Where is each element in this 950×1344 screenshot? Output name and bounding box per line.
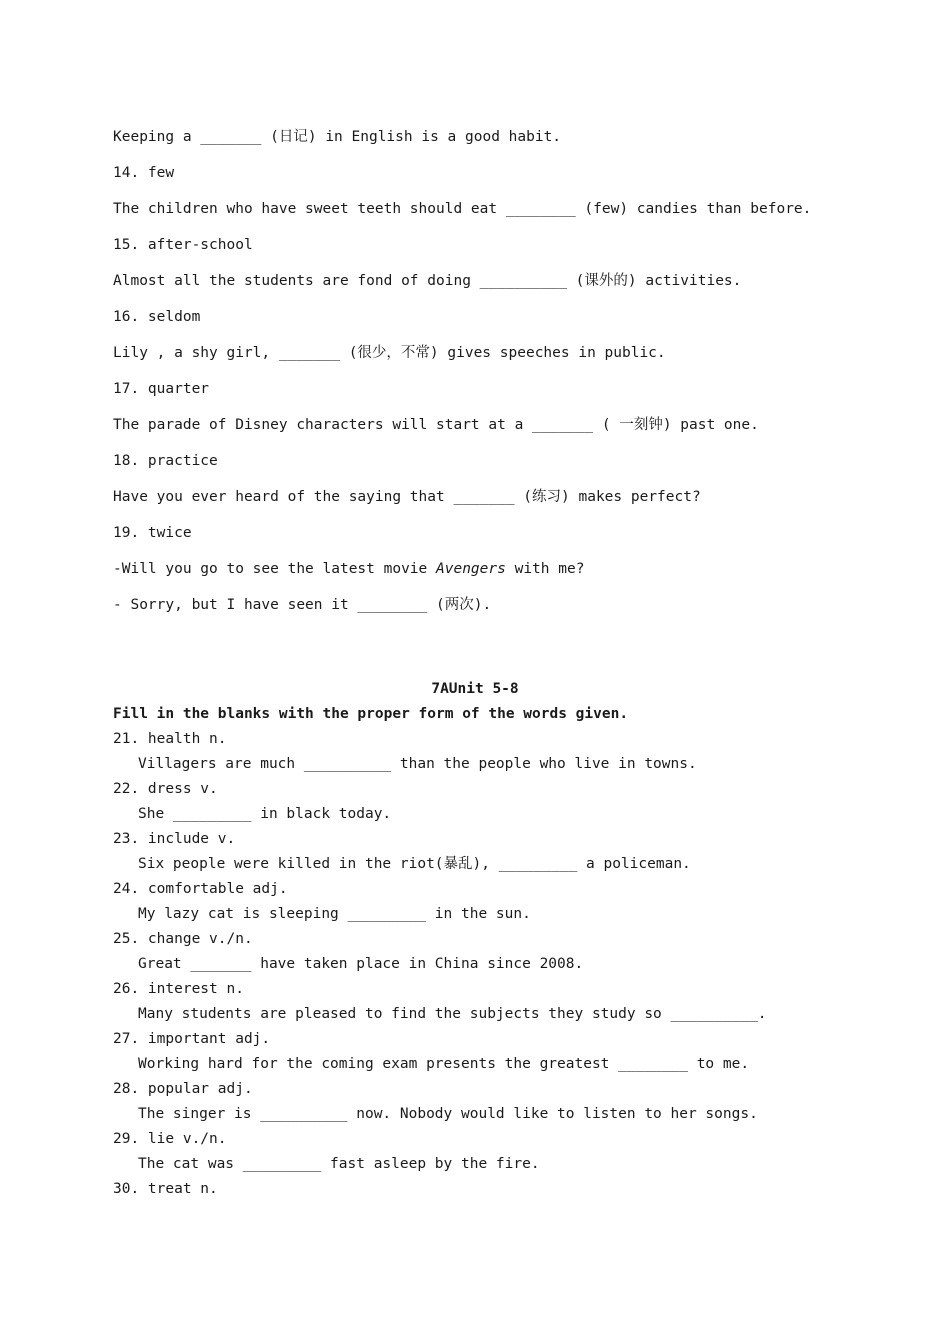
- q23-word: 23. include v.: [113, 831, 236, 847]
- q19-word: 19. twice: [113, 525, 192, 541]
- q19-prompt-after: with me?: [505, 561, 585, 577]
- q24-word: 24. comfortable adj.: [113, 881, 288, 897]
- q19-answer: - Sorry, but I have seen it ________ (两次).: [113, 597, 492, 613]
- q19-prompt: [113, 560, 584, 578]
- q27-word: 27. important adj.: [113, 1031, 271, 1047]
- q18-word: 18. practice: [113, 453, 218, 469]
- movie-title: Avengers: [436, 561, 506, 577]
- q15-sentence: Almost all the students are fond of doing __________ (课外的) activities.: [113, 273, 742, 289]
- q13-sentence: Keeping a _______ (日记) in English is a good habit.: [113, 129, 562, 145]
- section-title: 7AUnit 5-8: [431, 681, 519, 697]
- q22-word: 22. dress v.: [113, 781, 218, 797]
- q23-sentence: Six people were killed in the riot(暴乱), _________ a policeman.: [138, 856, 691, 872]
- q15-word: 15. after-school: [113, 237, 253, 253]
- q27-sentence: Working hard for the coming exam presents the greatest ________ to me.: [138, 1056, 750, 1072]
- q29-sentence: The cat was _________ fast asleep by the fire.: [138, 1156, 540, 1172]
- q28-sentence: The singer is __________ now. Nobody would like to listen to her songs.: [138, 1106, 758, 1122]
- q14-word: 14. few: [113, 165, 175, 181]
- q24-sentence: My lazy cat is sleeping _________ in the sun.: [138, 906, 531, 922]
- q26-sentence: Many students are pleased to find the subjects they study so __________.: [138, 1006, 767, 1022]
- q14-sentence: The children who have sweet teeth should eat ________ (few) candies than before.: [113, 201, 812, 217]
- q16-sentence: Lily , a shy girl, _______ (很少，不常) gives speeches in public.: [113, 345, 666, 361]
- q25-sentence: Great _______ have taken place in China since 2008.: [138, 956, 584, 972]
- q17-word: 17. quarter: [113, 381, 210, 397]
- q25-word: 25. change v./n.: [113, 931, 253, 947]
- q29-word: 29. lie v./n.: [113, 1131, 227, 1147]
- q17-sentence: The parade of Disney characters will start at a _______ ( 一刻钟) past one.: [113, 417, 759, 433]
- q18-sentence: Have you ever heard of the saying that _______ (练习) makes perfect?: [113, 489, 701, 505]
- q22-sentence: She _________ in black today.: [138, 806, 392, 822]
- q19-prompt-before: -Will you go to see the latest movie: [113, 561, 437, 577]
- q30-word: 30. treat n.: [113, 1181, 218, 1197]
- q21-word: 21. health n.: [113, 731, 227, 747]
- q28-word: 28. popular adj.: [113, 1081, 253, 1097]
- q26-word: 26. interest n.: [113, 981, 244, 997]
- q16-word: 16. seldom: [113, 309, 201, 325]
- section-instruction: Fill in the blanks with the proper form of the words given.: [113, 706, 629, 722]
- q21-sentence: Villagers are much __________ than the people who live in towns.: [138, 756, 697, 772]
